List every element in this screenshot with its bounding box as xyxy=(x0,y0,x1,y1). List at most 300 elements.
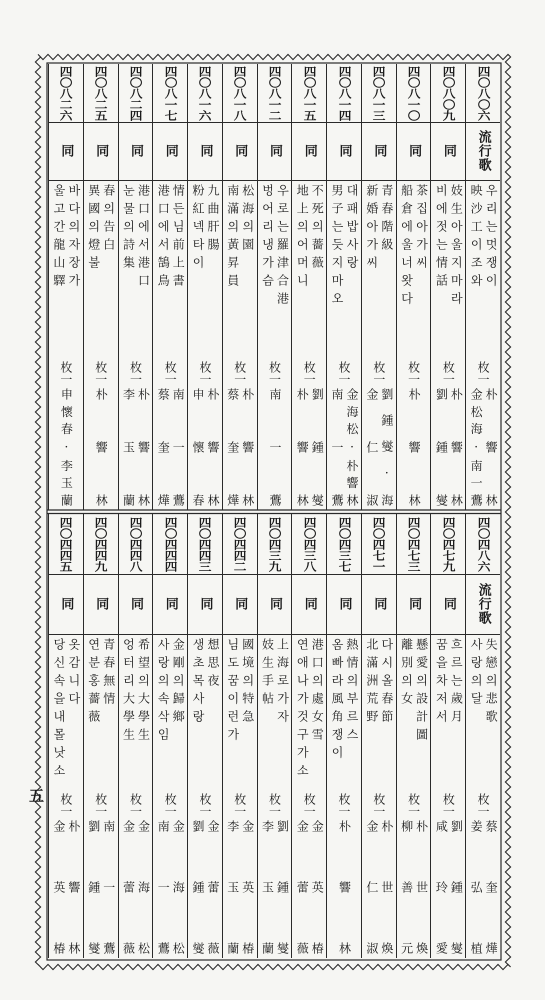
performers-cell xyxy=(49,820,83,954)
disc-count-cell xyxy=(84,792,118,818)
disc-count-cell xyxy=(49,360,83,386)
performer-name: 李玉蘭 xyxy=(260,820,275,954)
performers-cell xyxy=(466,820,500,954)
disc-count-cell xyxy=(188,792,222,818)
record-number-cell xyxy=(84,514,118,574)
record-number: 四〇八一三 xyxy=(371,65,387,121)
performer-name: 金蕾薇 xyxy=(121,820,136,954)
performer-name: 劉鍾燮 xyxy=(190,820,205,954)
performers xyxy=(120,820,150,954)
performer-name: 劉鍾燮 xyxy=(275,820,290,954)
disc-count-cell xyxy=(153,792,187,818)
song-title-cell xyxy=(84,638,118,790)
performer-name: 南一鷰 xyxy=(171,388,186,506)
performers xyxy=(58,388,73,506)
performer-name: 劉鍾燮 xyxy=(310,388,325,506)
song-title-cell xyxy=(223,638,257,790)
song-title: 눈물의詩集 xyxy=(121,184,136,274)
song-title: 金剛의歸鄉 xyxy=(171,638,186,728)
disc-count: 枚一 xyxy=(93,793,108,817)
performers-cell xyxy=(466,388,500,506)
record-number-cell xyxy=(153,64,187,122)
song-title-cell xyxy=(258,638,292,790)
performers xyxy=(399,820,429,954)
song-title-cell xyxy=(466,184,500,360)
song-titles xyxy=(260,184,290,310)
performers-cell xyxy=(397,820,431,954)
genre-cell xyxy=(223,122,257,180)
performer-name: 柳善元 xyxy=(399,820,414,954)
performer-name: 朴世煥 xyxy=(379,820,394,954)
record-number: 四〇八二四 xyxy=(127,65,143,121)
genre-cell xyxy=(292,122,326,180)
performers-cell xyxy=(258,388,292,506)
song-titles xyxy=(190,184,220,274)
disc-count: 枚一 xyxy=(441,361,456,385)
song-title: 男子는듯지마오 xyxy=(330,184,345,310)
song-title: 新婚아가씨 xyxy=(364,184,379,274)
catalog-column xyxy=(361,64,396,510)
performer-name: 劉鍾燮 xyxy=(449,820,464,954)
performer-name: 朴響林 xyxy=(136,388,151,506)
disc-count-cell xyxy=(431,360,465,386)
song-title: 우리는멋쟁이 xyxy=(484,184,499,292)
performers-cell xyxy=(327,820,361,954)
song-titles xyxy=(364,638,394,728)
genre-cell xyxy=(258,574,292,634)
catalog-table-bottom-half xyxy=(48,514,500,958)
performers xyxy=(86,820,116,954)
record-number-cell xyxy=(258,514,292,574)
disc-count-cell xyxy=(362,792,396,818)
performer-name: 咸玲愛 xyxy=(434,820,449,954)
catalog-column xyxy=(430,514,465,958)
catalog-column xyxy=(152,64,187,510)
performers xyxy=(155,820,185,954)
song-title: 離別의女 xyxy=(399,638,414,710)
catalog-column xyxy=(48,64,83,510)
song-title: 妓生手帖 xyxy=(260,638,275,710)
song-title-cell xyxy=(49,638,83,790)
disc-count-cell xyxy=(223,792,257,818)
performer-name: 朴響林 xyxy=(94,388,109,506)
performers-cell xyxy=(223,388,257,506)
song-titles xyxy=(225,184,255,292)
record-number-cell xyxy=(84,64,118,122)
song-titles xyxy=(260,638,290,728)
catalog-column xyxy=(291,64,326,510)
record-number-cell xyxy=(188,64,222,122)
catalog-column xyxy=(187,64,222,510)
song-title: 다시올春節 xyxy=(379,638,394,728)
song-titles xyxy=(364,184,394,274)
song-title-cell xyxy=(362,184,396,360)
performer-name: 南一鷰 xyxy=(101,820,116,954)
performers xyxy=(190,388,220,506)
catalog-column xyxy=(396,514,431,958)
song-title: 港口에서港口 xyxy=(136,184,151,292)
record-number-cell xyxy=(49,514,83,574)
genre-label: 同 xyxy=(301,597,317,611)
genre-cell xyxy=(397,574,431,634)
record-number-cell xyxy=(292,514,326,574)
genre-label: 同 xyxy=(93,597,109,611)
song-titles xyxy=(433,184,463,310)
song-title: 옷감니다 xyxy=(66,638,81,710)
song-title-cell xyxy=(223,184,257,360)
song-title-cell xyxy=(431,638,465,790)
performers xyxy=(155,388,185,506)
disc-count-cell xyxy=(292,360,326,386)
record-number-cell xyxy=(362,64,396,122)
song-title-cell xyxy=(119,184,153,360)
catalog-column xyxy=(430,64,465,510)
record-number: 四〇四七一 xyxy=(371,516,387,572)
song-titles xyxy=(329,184,359,310)
disc-count-cell xyxy=(153,360,187,386)
song-title: 情든님前上書 xyxy=(171,184,186,292)
record-number-cell xyxy=(327,514,361,574)
song-title: 上海로가자 xyxy=(275,638,290,728)
song-titles xyxy=(86,184,116,274)
disc-count: 枚一 xyxy=(302,361,317,385)
record-number: 四〇四四五 xyxy=(58,516,74,572)
disc-count: 枚一 xyxy=(93,361,108,385)
disc-count-cell xyxy=(397,360,431,386)
disc-count: 枚一 xyxy=(267,793,282,817)
song-title: 春의告白 xyxy=(101,184,116,256)
performer-name: 金仁淑 xyxy=(364,820,379,954)
disc-count-cell xyxy=(84,360,118,386)
performer-name: 朴響林 xyxy=(66,820,81,954)
song-title: 失戀의悲歌 xyxy=(484,638,499,728)
genre-label: 同 xyxy=(197,597,213,611)
disc-count-cell xyxy=(397,792,431,818)
song-titles xyxy=(294,184,324,292)
song-title: 不死의薔薇 xyxy=(310,184,325,274)
song-title: 연분홍薔薇 xyxy=(86,638,101,728)
disc-count: 枚一 xyxy=(58,793,73,817)
disc-count-cell xyxy=(327,360,361,386)
performers xyxy=(294,820,324,954)
song-title: 연애나가것구가소 xyxy=(295,638,310,782)
song-title-cell xyxy=(119,638,153,790)
genre-label: 同 xyxy=(406,597,422,611)
disc-count: 枚一 xyxy=(267,361,282,385)
record-number-cell xyxy=(397,514,431,574)
disc-count: 枚一 xyxy=(128,361,143,385)
performer-name: 姜弘植 xyxy=(469,820,484,954)
song-titles xyxy=(294,638,324,782)
performers-cell xyxy=(327,388,361,506)
catalog-column xyxy=(361,514,396,958)
disc-count-cell xyxy=(362,360,396,386)
performer-name: 劉鍾燮 xyxy=(434,388,449,506)
catalog-column xyxy=(222,514,257,958)
song-title: 비에젓는情話 xyxy=(434,184,449,292)
performer-name: 申懷春·李玉蘭 xyxy=(59,388,74,506)
genre-label: 流行歌 xyxy=(475,583,491,625)
song-title: 映沙工이조와 xyxy=(469,184,484,292)
performers-cell xyxy=(188,388,222,506)
catalog-column xyxy=(465,64,500,510)
disc-count: 枚一 xyxy=(128,793,143,817)
performers xyxy=(51,820,81,954)
genre-label: 同 xyxy=(197,144,213,158)
disc-count: 枚一 xyxy=(371,793,386,817)
record-number: 四〇八一七 xyxy=(162,65,178,121)
genre-label: 同 xyxy=(267,597,283,611)
performer-name: 南一鷰 xyxy=(268,388,283,506)
song-title: 熱情의부르스 xyxy=(345,638,360,746)
song-title: 흐르는歲月 xyxy=(449,638,464,728)
disc-count: 枚一 xyxy=(302,793,317,817)
performers xyxy=(120,388,150,506)
catalog-column xyxy=(396,64,431,510)
song-title-cell xyxy=(153,638,187,790)
performer-name: 朴響林 xyxy=(407,388,422,506)
disc-count: 枚一 xyxy=(441,793,456,817)
song-title-cell xyxy=(49,184,83,360)
record-number-cell xyxy=(188,514,222,574)
genre-label: 同 xyxy=(371,597,387,611)
record-number: 四〇四四四 xyxy=(162,516,178,572)
performers-cell xyxy=(292,820,326,954)
record-number-cell xyxy=(258,64,292,122)
genre-cell xyxy=(362,574,396,634)
song-title: 당신속을내몰낫소 xyxy=(51,638,66,782)
genre-label: 同 xyxy=(127,597,143,611)
genre-cell xyxy=(327,122,361,180)
disc-count: 枚一 xyxy=(58,361,73,385)
performer-name: 朴響林 xyxy=(337,820,352,954)
genre-cell xyxy=(431,574,465,634)
genre-label: 同 xyxy=(127,144,143,158)
row-divider xyxy=(48,634,500,635)
genre-label: 流行歌 xyxy=(475,130,491,172)
song-title: 옴빠라風角쟁이 xyxy=(330,638,345,764)
performer-name: 朴世煥 xyxy=(414,820,429,954)
performers xyxy=(364,388,394,506)
performers xyxy=(337,820,352,954)
song-titles xyxy=(86,638,116,728)
performer-name: 金海松 xyxy=(136,820,151,954)
record-number: 四〇八一二 xyxy=(267,65,282,121)
song-title-cell xyxy=(292,638,326,790)
performer-name: 金英椿 xyxy=(240,820,255,954)
genre-cell xyxy=(258,122,292,180)
song-title: 사랑의달 xyxy=(469,638,484,710)
catalog-column xyxy=(257,64,292,510)
performers xyxy=(329,388,359,506)
catalog-table-top-half xyxy=(48,64,500,510)
genre-cell xyxy=(188,122,222,180)
record-number-cell xyxy=(119,64,153,122)
performers-cell xyxy=(431,820,465,954)
performers-cell xyxy=(84,388,118,506)
genre-cell xyxy=(84,574,118,634)
disc-count: 枚一 xyxy=(197,793,212,817)
row-divider xyxy=(48,180,500,181)
song-title: 바다의자장가 xyxy=(66,184,81,292)
genre-label: 同 xyxy=(232,597,248,611)
performers xyxy=(190,820,220,954)
disc-count-cell xyxy=(466,792,500,818)
performer-name: 金仁淑 xyxy=(364,388,379,506)
record-number: 四〇四四九 xyxy=(93,516,109,572)
song-titles xyxy=(51,638,81,782)
song-title: 北滿洲荒野 xyxy=(364,638,379,728)
record-number-cell xyxy=(223,64,257,122)
performers xyxy=(93,388,108,506)
record-number-cell xyxy=(327,64,361,122)
disc-count-cell xyxy=(466,360,500,386)
record-number: 四〇八二六 xyxy=(58,65,74,121)
disc-count-cell xyxy=(292,792,326,818)
disc-count-cell xyxy=(258,792,292,818)
genre-cell xyxy=(362,122,396,180)
performer-name: 申懷春 xyxy=(190,388,205,506)
performer-name: 金蕾薇 xyxy=(295,820,310,954)
record-number: 四〇四四二 xyxy=(232,516,248,572)
genre-cell xyxy=(153,574,187,634)
catalog-column xyxy=(83,64,118,510)
catalog-column xyxy=(465,514,500,958)
disc-count: 枚一 xyxy=(163,793,178,817)
song-title-cell xyxy=(362,638,396,790)
genre-label: 同 xyxy=(440,597,456,611)
song-title: 松海의園 xyxy=(240,184,255,256)
record-number-cell xyxy=(292,64,326,122)
record-number: 四〇四三七 xyxy=(336,516,352,572)
catalog-column xyxy=(48,514,83,958)
record-number-cell xyxy=(223,514,257,574)
genre-label: 同 xyxy=(336,597,352,611)
disc-count-cell xyxy=(188,360,222,386)
performer-name: 金海松 xyxy=(171,820,186,954)
song-title: 異國의燈불 xyxy=(86,184,101,274)
performer-name: 金蕾薇 xyxy=(205,820,220,954)
performers-cell xyxy=(119,820,153,954)
performer-name: 朴響林 xyxy=(484,388,499,506)
performers-cell xyxy=(49,388,83,506)
record-number: 四〇八〇九 xyxy=(440,65,456,121)
song-titles xyxy=(120,638,150,746)
catalog-column xyxy=(83,514,118,958)
performers-cell xyxy=(153,820,187,954)
song-title: 벙어리냉가슴 xyxy=(260,184,275,292)
catalog-column xyxy=(187,514,222,958)
genre-cell xyxy=(466,574,500,634)
performer-name: 朴響林 xyxy=(449,388,464,506)
genre-label: 同 xyxy=(232,144,248,158)
record-number: 四〇四三九 xyxy=(267,516,282,572)
performer-name: 李玉蘭 xyxy=(121,388,136,506)
song-title-cell xyxy=(397,638,431,790)
performer-name: 劉鍾燮·海 xyxy=(379,388,394,506)
performer-name: 南一鷰 xyxy=(156,820,171,954)
performer-name: 朴響林 xyxy=(295,388,310,506)
song-title: 粉紅넥타이 xyxy=(190,184,205,274)
record-number: 四〇八一四 xyxy=(336,65,352,121)
disc-count: 枚一 xyxy=(337,361,352,385)
disc-count-cell xyxy=(223,360,257,386)
song-title: 울고간龍山驛 xyxy=(51,184,66,292)
disc-count: 枚一 xyxy=(476,361,491,385)
performer-name: 金英椿 xyxy=(51,820,66,954)
performer-name: 蔡奎燁 xyxy=(484,820,499,954)
genre-label: 同 xyxy=(336,144,352,158)
song-titles xyxy=(155,184,185,292)
row-divider xyxy=(48,122,500,123)
song-title-cell xyxy=(397,184,431,360)
performers xyxy=(468,388,498,506)
catalog-column xyxy=(118,514,153,958)
record-number: 四〇四七三 xyxy=(406,516,422,572)
performer-name: 劉鍾燮 xyxy=(86,820,101,954)
record-number-cell xyxy=(362,514,396,574)
genre-cell xyxy=(119,122,153,180)
song-title: 대패밥사랑 xyxy=(345,184,360,274)
performers xyxy=(267,388,282,506)
catalog-column xyxy=(326,64,361,510)
genre-label: 同 xyxy=(267,144,283,158)
genre-cell xyxy=(49,122,83,180)
song-title: 茶집아가씨 xyxy=(414,184,429,274)
song-titles xyxy=(190,638,220,728)
performer-name: 金英椿 xyxy=(310,820,325,954)
song-title-cell xyxy=(188,638,222,790)
performers-cell xyxy=(84,820,118,954)
performers-cell xyxy=(153,388,187,506)
performer-name: 蔡奎燁 xyxy=(156,388,171,506)
song-title-cell xyxy=(327,184,361,360)
performers-cell xyxy=(292,388,326,506)
genre-cell xyxy=(466,122,500,180)
disc-count-cell xyxy=(258,360,292,386)
genre-cell xyxy=(327,574,361,634)
song-title-cell xyxy=(84,184,118,360)
disc-count: 枚一 xyxy=(232,361,247,385)
performers-cell xyxy=(431,388,465,506)
genre-cell xyxy=(153,122,187,180)
performers xyxy=(433,388,463,506)
song-title-cell xyxy=(327,638,361,790)
record-number: 四〇四三八 xyxy=(301,516,317,572)
performers-cell xyxy=(362,388,396,506)
genre-label: 同 xyxy=(301,144,317,158)
performers-cell xyxy=(258,820,292,954)
disc-count: 枚一 xyxy=(232,793,247,817)
genre-cell xyxy=(49,574,83,634)
record-number-cell xyxy=(466,514,500,574)
record-number: 四〇八一〇 xyxy=(406,65,422,121)
performers xyxy=(406,388,421,506)
genre-cell xyxy=(119,574,153,634)
song-title: 사랑의속삭임 xyxy=(156,638,171,746)
song-titles xyxy=(225,638,255,746)
catalog-column xyxy=(257,514,292,958)
performers xyxy=(364,820,394,954)
genre-label: 同 xyxy=(162,597,178,611)
performer-name: 李玉蘭 xyxy=(225,820,240,954)
song-title: 南滿의黃昇員 xyxy=(225,184,240,292)
catalog-column xyxy=(152,514,187,958)
genre-cell xyxy=(431,122,465,180)
genre-label: 同 xyxy=(406,144,422,158)
performers-cell xyxy=(188,820,222,954)
disc-count: 枚一 xyxy=(163,361,178,385)
